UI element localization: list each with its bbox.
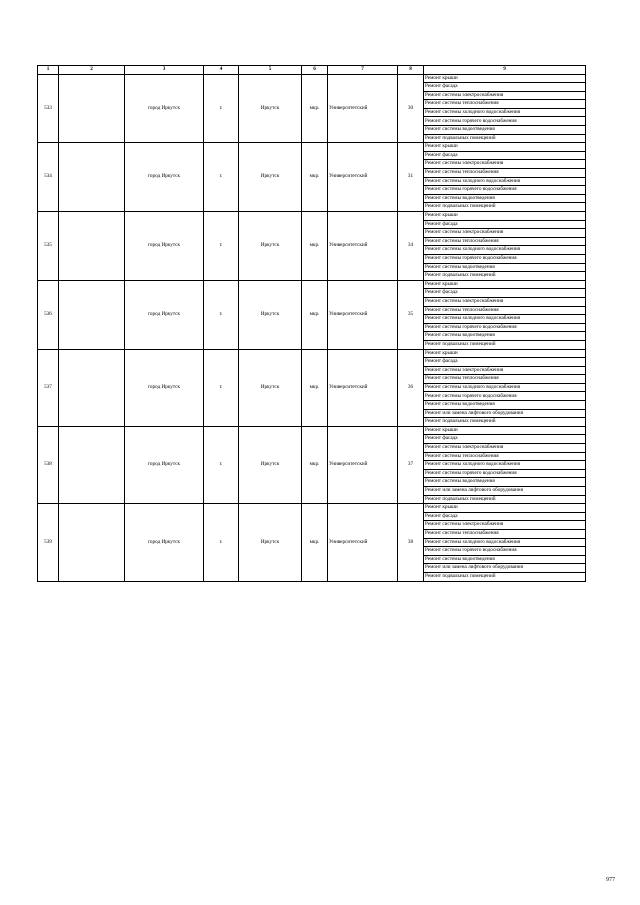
locality-type-cell: г. [204,504,239,581]
locality-type-cell: г. [204,280,239,349]
settlement-cell: город Иркутск [125,349,204,426]
work-type-cell: Ремонт системы горячего водоснабжения [424,117,586,126]
work-type-cell: Ремонт фасада [424,512,586,521]
work-type-cell: Ремонт системы водоотведения [424,194,586,203]
settlement-cell: город Иркутск [125,143,204,212]
locality-type-cell: г. [204,74,239,143]
work-type-cell: Ремонт системы водоотведения [424,478,586,487]
work-type-cell: Ремонт подвальных помещений [424,203,586,212]
work-type-cell: Ремонт крыши [424,74,586,83]
locality-type-cell: г. [204,426,239,503]
page-number: 977 [606,877,615,883]
municipality-cell [59,143,125,212]
work-type-cell: Ремонт подвальных помещений [424,418,586,427]
record-number: 533 [38,74,59,143]
work-type-cell: Ремонт системы холодного водоснабжения [424,538,586,547]
header-cell: 2 [59,66,125,75]
work-type-cell: Ремонт крыши [424,212,586,221]
work-type-cell: Ремонт подвальных помещений [424,340,586,349]
header-cell: 7 [328,66,398,75]
street-name-cell: Университетский [328,504,398,581]
house-number-cell: 35 [398,280,424,349]
street-name-cell: Университетский [328,426,398,503]
street-type-cell: мкр. [302,504,328,581]
work-type-cell: Ремонт крыши [424,349,586,358]
house-number-cell: 38 [398,504,424,581]
work-type-cell: Ремонт или замена лифтового оборудования [424,487,586,496]
header-cell: 9 [424,66,586,75]
work-type-cell: Ремонт фасада [424,435,586,444]
work-type-cell: Ремонт системы электроснабжения [424,366,586,375]
header-cell: 6 [302,66,328,75]
work-type-cell: Ремонт системы холодного водоснабжения [424,315,586,324]
work-type-cell: Ремонт системы водоотведения [424,126,586,135]
table-row [38,143,586,152]
work-type-cell: Ремонт системы электроснабжения [424,521,586,530]
work-type-cell: Ремонт системы горячего водоснабжения [424,392,586,401]
street-name-cell: Университетский [328,143,398,212]
repair-schedule-table [37,65,586,582]
work-type-cell: Ремонт системы холодного водоснабжения [424,177,586,186]
work-type-cell: Ремонт крыши [424,280,586,289]
house-number-cell: 37 [398,426,424,503]
work-type-cell: Ремонт системы электроснабжения [424,91,586,100]
work-type-cell: Ремонт системы водоотведения [424,555,586,564]
work-type-cell: Ремонт системы теплоснабжения [424,452,586,461]
work-type-cell: Ремонт системы электроснабжения [424,297,586,306]
work-type-cell: Ремонт системы теплоснабжения [424,306,586,315]
record-number: 535 [38,212,59,281]
work-type-cell: Ремонт системы электроснабжения [424,229,586,238]
house-number-cell: 30 [398,74,424,143]
work-type-cell: Ремонт системы горячего водоснабжения [424,469,586,478]
work-type-cell: Ремонт системы водоотведения [424,263,586,272]
house-number-cell: 36 [398,349,424,426]
work-type-cell: Ремонт фасада [424,83,586,92]
work-type-cell: Ремонт крыши [424,143,586,152]
work-type-cell: Ремонт системы теплоснабжения [424,375,586,384]
municipality-cell [59,426,125,503]
work-type-cell: Ремонт системы водоотведения [424,332,586,341]
street-name-cell: Университетский [328,349,398,426]
street-type-cell: мкр. [302,74,328,143]
table-row [38,212,586,221]
work-type-cell: Ремонт фасада [424,151,586,160]
street-name-cell: Университетский [328,74,398,143]
locality-name-cell: Иркутск [239,143,302,212]
work-type-cell: Ремонт системы водоотведения [424,401,586,410]
locality-name-cell: Иркутск [239,426,302,503]
street-type-cell: мкр. [302,426,328,503]
work-type-cell: Ремонт системы электроснабжения [424,160,586,169]
work-type-cell: Ремонт системы горячего водоснабжения [424,323,586,332]
table-row [38,74,586,83]
record-number: 534 [38,143,59,212]
work-type-cell: Ремонт системы электроснабжения [424,444,586,453]
street-type-cell: мкр. [302,349,328,426]
house-number-cell: 31 [398,143,424,212]
work-type-cell: Ремонт системы теплоснабжения [424,529,586,538]
work-type-cell: Ремонт или замена лифтового оборудования [424,409,586,418]
locality-name-cell: Иркутск [239,280,302,349]
settlement-cell: город Иркутск [125,504,204,581]
street-type-cell: мкр. [302,212,328,281]
work-type-cell: Ремонт системы холодного водоснабжения [424,246,586,255]
street-name-cell: Университетский [328,280,398,349]
work-type-cell: Ремонт подвальных помещений [424,134,586,143]
header-cell: 8 [398,66,424,75]
header-cell: 1 [38,66,59,75]
table-row [38,349,586,358]
settlement-cell: город Иркутск [125,426,204,503]
record-number: 538 [38,426,59,503]
work-type-cell: Ремонт подвальных помещений [424,495,586,504]
work-type-cell: Ремонт системы горячего водоснабжения [424,254,586,263]
settlement-cell: город Иркутск [125,74,204,143]
settlement-cell: город Иркутск [125,212,204,281]
street-type-cell: мкр. [302,143,328,212]
work-type-cell: Ремонт системы горячего водоснабжения [424,547,586,556]
work-type-cell: Ремонт фасада [424,289,586,298]
work-type-cell: Ремонт системы холодного водоснабжения [424,108,586,117]
work-type-cell: Ремонт подвальных помещений [424,272,586,281]
work-type-cell: Ремонт подвальных помещений [424,572,586,581]
municipality-cell [59,349,125,426]
municipality-cell [59,280,125,349]
work-type-cell: Ремонт фасада [424,220,586,229]
record-number: 536 [38,280,59,349]
header-cell: 4 [204,66,239,75]
work-type-cell: Ремонт или замена лифтового оборудования [424,564,586,573]
locality-type-cell: г. [204,212,239,281]
record-number: 539 [38,504,59,581]
street-name-cell: Университетский [328,212,398,281]
work-type-cell: Ремонт системы горячего водоснабжения [424,186,586,195]
locality-type-cell: г. [204,349,239,426]
work-type-cell: Ремонт системы теплоснабжения [424,100,586,109]
table-row [38,504,586,513]
locality-type-cell: г. [204,143,239,212]
locality-name-cell: Иркутск [239,504,302,581]
municipality-cell [59,504,125,581]
work-type-cell: Ремонт системы теплоснабжения [424,237,586,246]
locality-name-cell: Иркутск [239,212,302,281]
table-row [38,426,586,435]
municipality-cell [59,212,125,281]
header-cell: 5 [239,66,302,75]
work-type-cell: Ремонт системы холодного водоснабжения [424,383,586,392]
record-number: 537 [38,349,59,426]
work-type-cell: Ремонт крыши [424,426,586,435]
work-type-cell: Ремонт системы холодного водоснабжения [424,461,586,470]
work-type-cell: Ремонт фасада [424,358,586,367]
municipality-cell [59,74,125,143]
header-cell: 3 [125,66,204,75]
house-number-cell: 34 [398,212,424,281]
street-type-cell: мкр. [302,280,328,349]
table-body [38,74,586,581]
work-type-cell: Ремонт системы теплоснабжения [424,169,586,178]
locality-name-cell: Иркутск [239,74,302,143]
header-row [38,66,586,75]
work-type-cell: Ремонт крыши [424,504,586,513]
table-row [38,280,586,289]
settlement-cell: город Иркутск [125,280,204,349]
locality-name-cell: Иркутск [239,349,302,426]
